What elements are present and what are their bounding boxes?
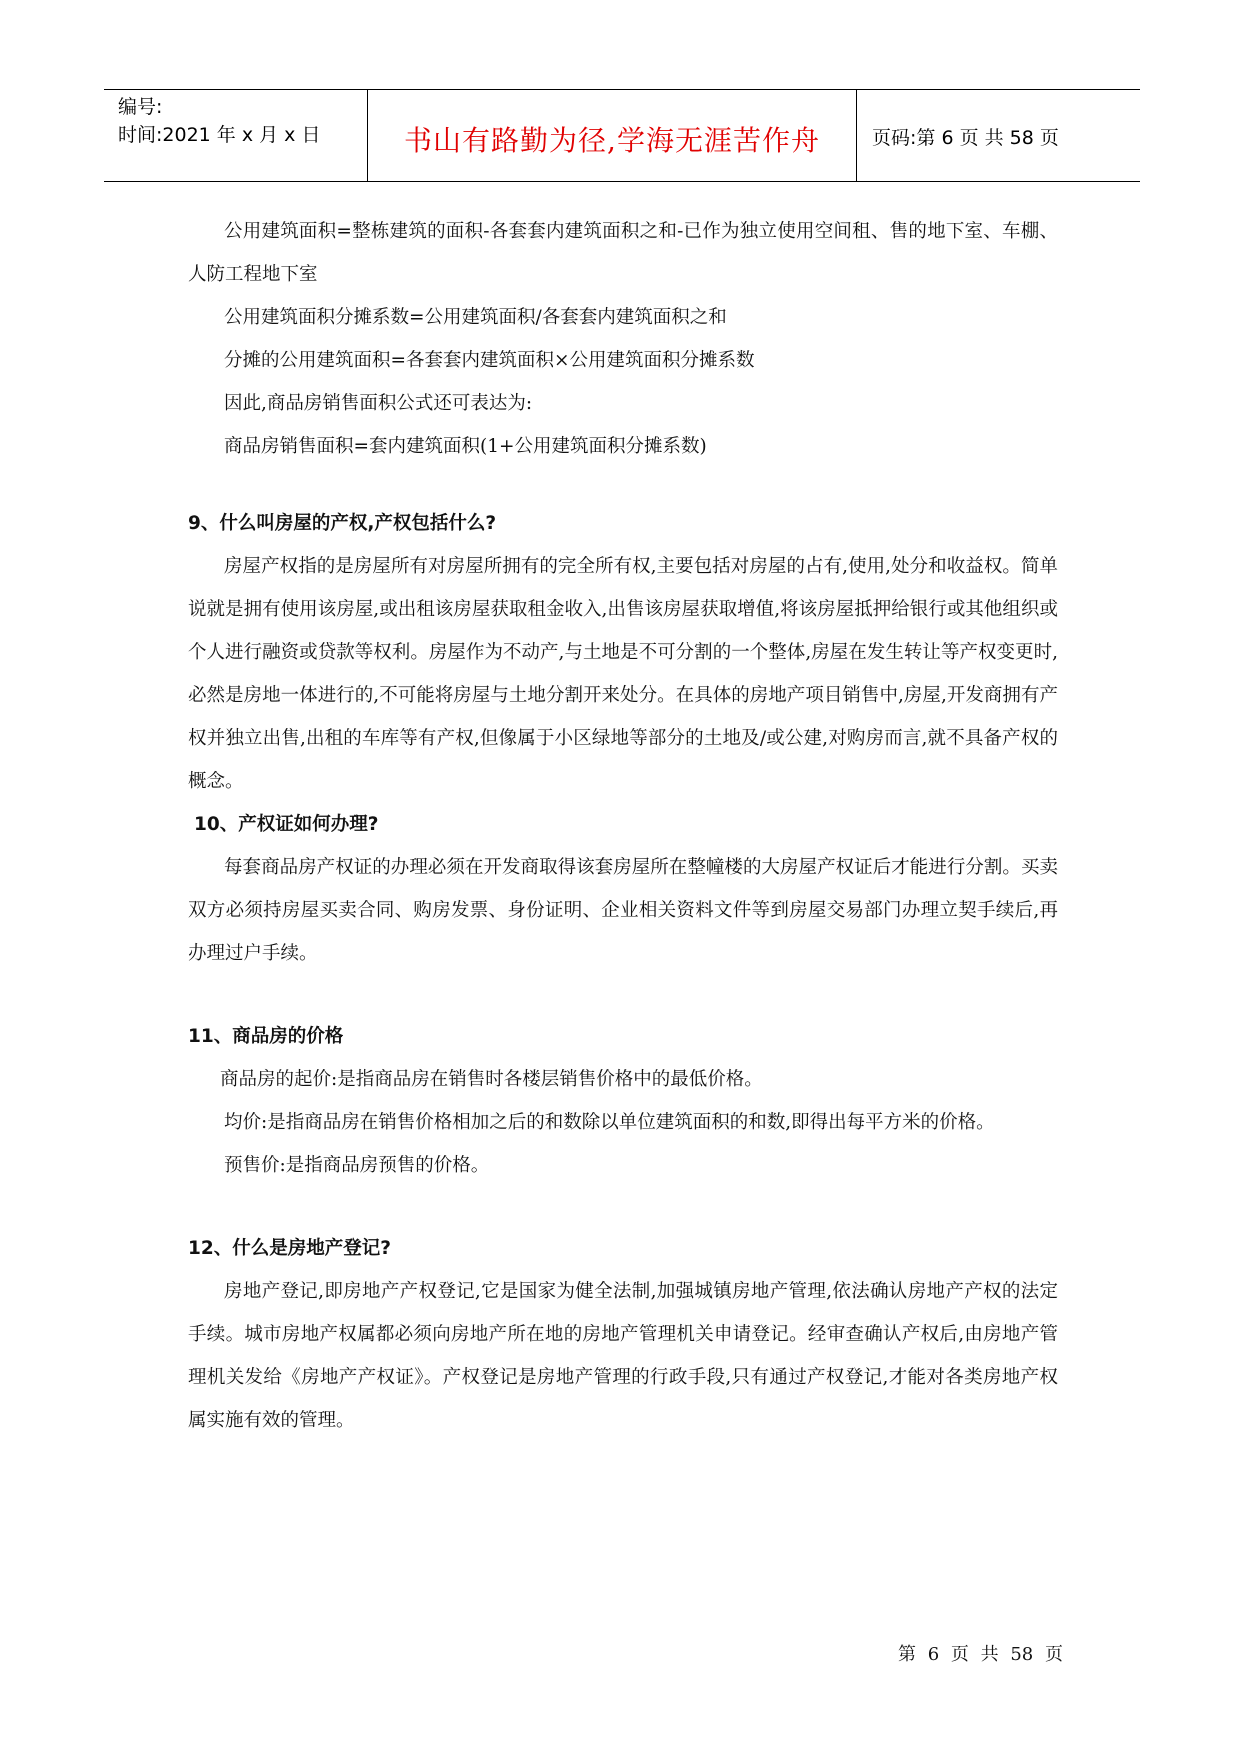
header-meta bbox=[118, 93, 320, 149]
paragraph: 商品房的起价:是指商品房在销售时各楼层销售价格中的最低价格。 bbox=[220, 1069, 763, 1090]
section-heading: 10、产权证如何办理? bbox=[194, 814, 379, 835]
header-divider bbox=[856, 89, 857, 182]
paragraph: 每套商品房产权证的办理必须在开发商取得该套房屋所在整幢楼的大房屋产权证后才能进行分割。买卖双方必须持房屋买卖合同、购房发票、身份证明、企业相关资料文件等到房屋交易部门办理立契手续后,再办理过户手续。 bbox=[188, 857, 1058, 964]
paragraph: 预售价:是指商品房预售的价格。 bbox=[224, 1155, 490, 1176]
section-heading: 11、商品房的价格 bbox=[188, 1026, 344, 1047]
section-heading: 9、什么叫房屋的产权,产权包括什么? bbox=[188, 513, 497, 534]
paragraph: 房屋产权指的是房屋所有对房屋所拥有的完全所有权,主要包括对房屋的占有,使用,处分和收益权。简单说就是拥有使用该房屋,或出租该房屋获取租金收入,出售该房屋获取增值,将该房屋抵押给银行或其他组织或个人进行融资或贷款等权利。房屋作为不动产,与土地是不可分割的一个整体,房屋在发生转让等产权变更时,必然是房地一体进行的,不可能将房屋与土地分割开来处分。在具体的房地产项目销售中,房屋,开发商拥有产权并独立出售,出租的车库等有产权,但像属于小区绿地等部分的土地及/或公建,对购房而言,就不具备产权的概念。 bbox=[188, 556, 1058, 792]
header-motto: 书山有路勤为径,学海无涯苦作舟 bbox=[404, 124, 820, 157]
document-number-label: 编号: bbox=[118, 96, 163, 118]
page-footer: 第 6 页 共 58 页 bbox=[898, 1644, 1063, 1665]
paragraph: 因此,商品房销售面积公式还可表达为: bbox=[224, 393, 533, 414]
document-body bbox=[188, 210, 1058, 1442]
section-heading: 12、什么是房地产登记? bbox=[188, 1238, 391, 1259]
paragraph: 房地产登记,即房地产产权登记,它是国家为健全法制,加强城镇房地产管理,依法确认房地产产权的法定手续。城市房地产权属都必须向房地产所在地的房地产管理机关申请登记。经审查确认产权后,由房地产管理机关发给《房地产产权证》。产权登记是房地产管理的行政手段,只有通过产权登记,才能对各类房地产权属实施有效的管理。 bbox=[188, 1281, 1058, 1431]
paragraph: 公用建筑面积=整栋建筑的面积-各套套内建筑面积之和-已作为独立使用空间租、售的地下室、车棚、人防工程地下室 bbox=[188, 221, 1058, 285]
page-header bbox=[104, 89, 1140, 182]
header-page-info: 页码:第 6 页 共 58 页 bbox=[872, 127, 1059, 149]
header-bottom-rule bbox=[104, 181, 1140, 182]
document-time-label: 时间:2021 年 x 月 x 日 bbox=[118, 124, 321, 146]
paragraph: 商品房销售面积=套内建筑面积(1+公用建筑面积分摊系数) bbox=[224, 436, 707, 457]
paragraph: 公用建筑面积分摊系数=公用建筑面积/各套套内建筑面积之和 bbox=[224, 307, 727, 328]
paragraph: 均价:是指商品房在销售价格相加之后的和数除以单位建筑面积的和数,即得出每平方米的价格。 bbox=[224, 1112, 995, 1133]
header-top-rule bbox=[104, 89, 1140, 90]
paragraph: 分摊的公用建筑面积=各套套内建筑面积×公用建筑面积分摊系数 bbox=[224, 350, 755, 371]
